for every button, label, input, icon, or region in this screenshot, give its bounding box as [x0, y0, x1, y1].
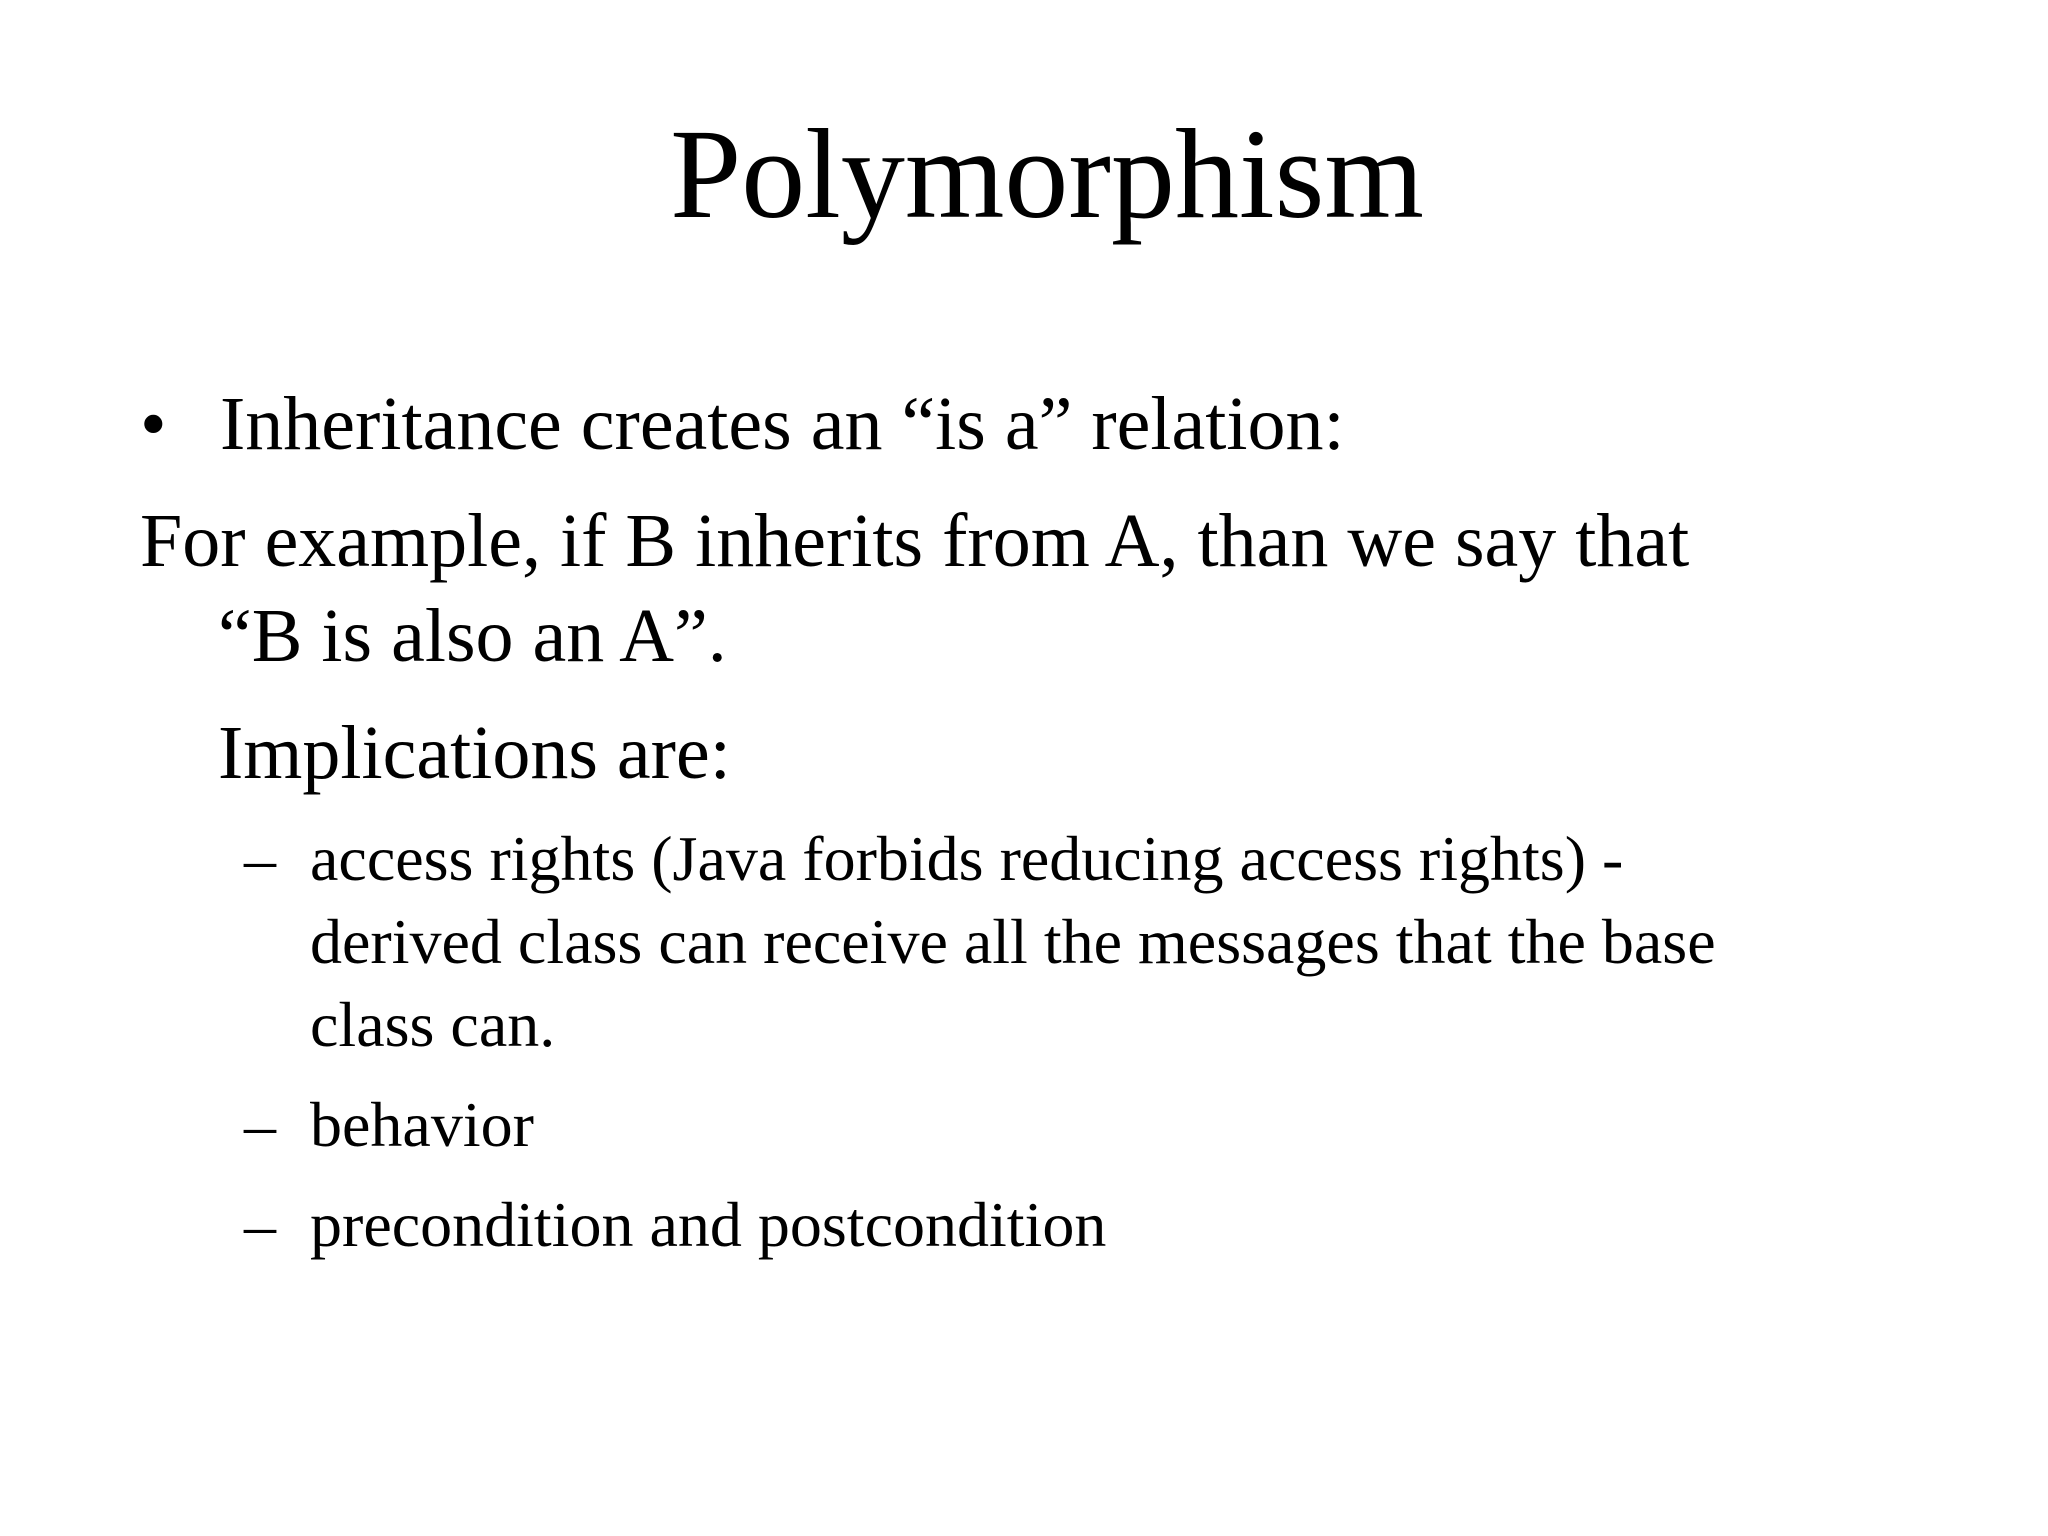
sub-item-text-line: behavior	[310, 1089, 534, 1160]
sub-item-conditions	[244, 1183, 1106, 1267]
dash-marker: –	[244, 823, 276, 894]
bullet-item	[140, 380, 1345, 468]
sub-item-text-line: precondition and postcondition	[310, 1189, 1107, 1260]
example-line-2: “B is also an A”.	[218, 594, 727, 678]
slide-title: Polymorphism	[670, 103, 1424, 245]
sub-item-text-line: derived class can receive all the messages that the base	[310, 906, 1716, 977]
implications-heading: Implications are:	[218, 711, 731, 795]
sub-item-text-line: access rights (Java forbids reducing access rights) -	[310, 823, 1624, 894]
sub-item-text-line: class can.	[310, 989, 556, 1060]
bullet-marker: •	[140, 382, 167, 466]
sub-item-behavior	[244, 1083, 534, 1167]
bullet-text: Inheritance creates an “is a” relation:	[220, 382, 1345, 466]
sub-item-access-rights	[244, 817, 1623, 901]
example-line-1: For example, if B inherits from A, than we say that	[140, 499, 1690, 583]
dash-marker: –	[244, 1189, 276, 1260]
dash-marker: –	[244, 1089, 276, 1160]
